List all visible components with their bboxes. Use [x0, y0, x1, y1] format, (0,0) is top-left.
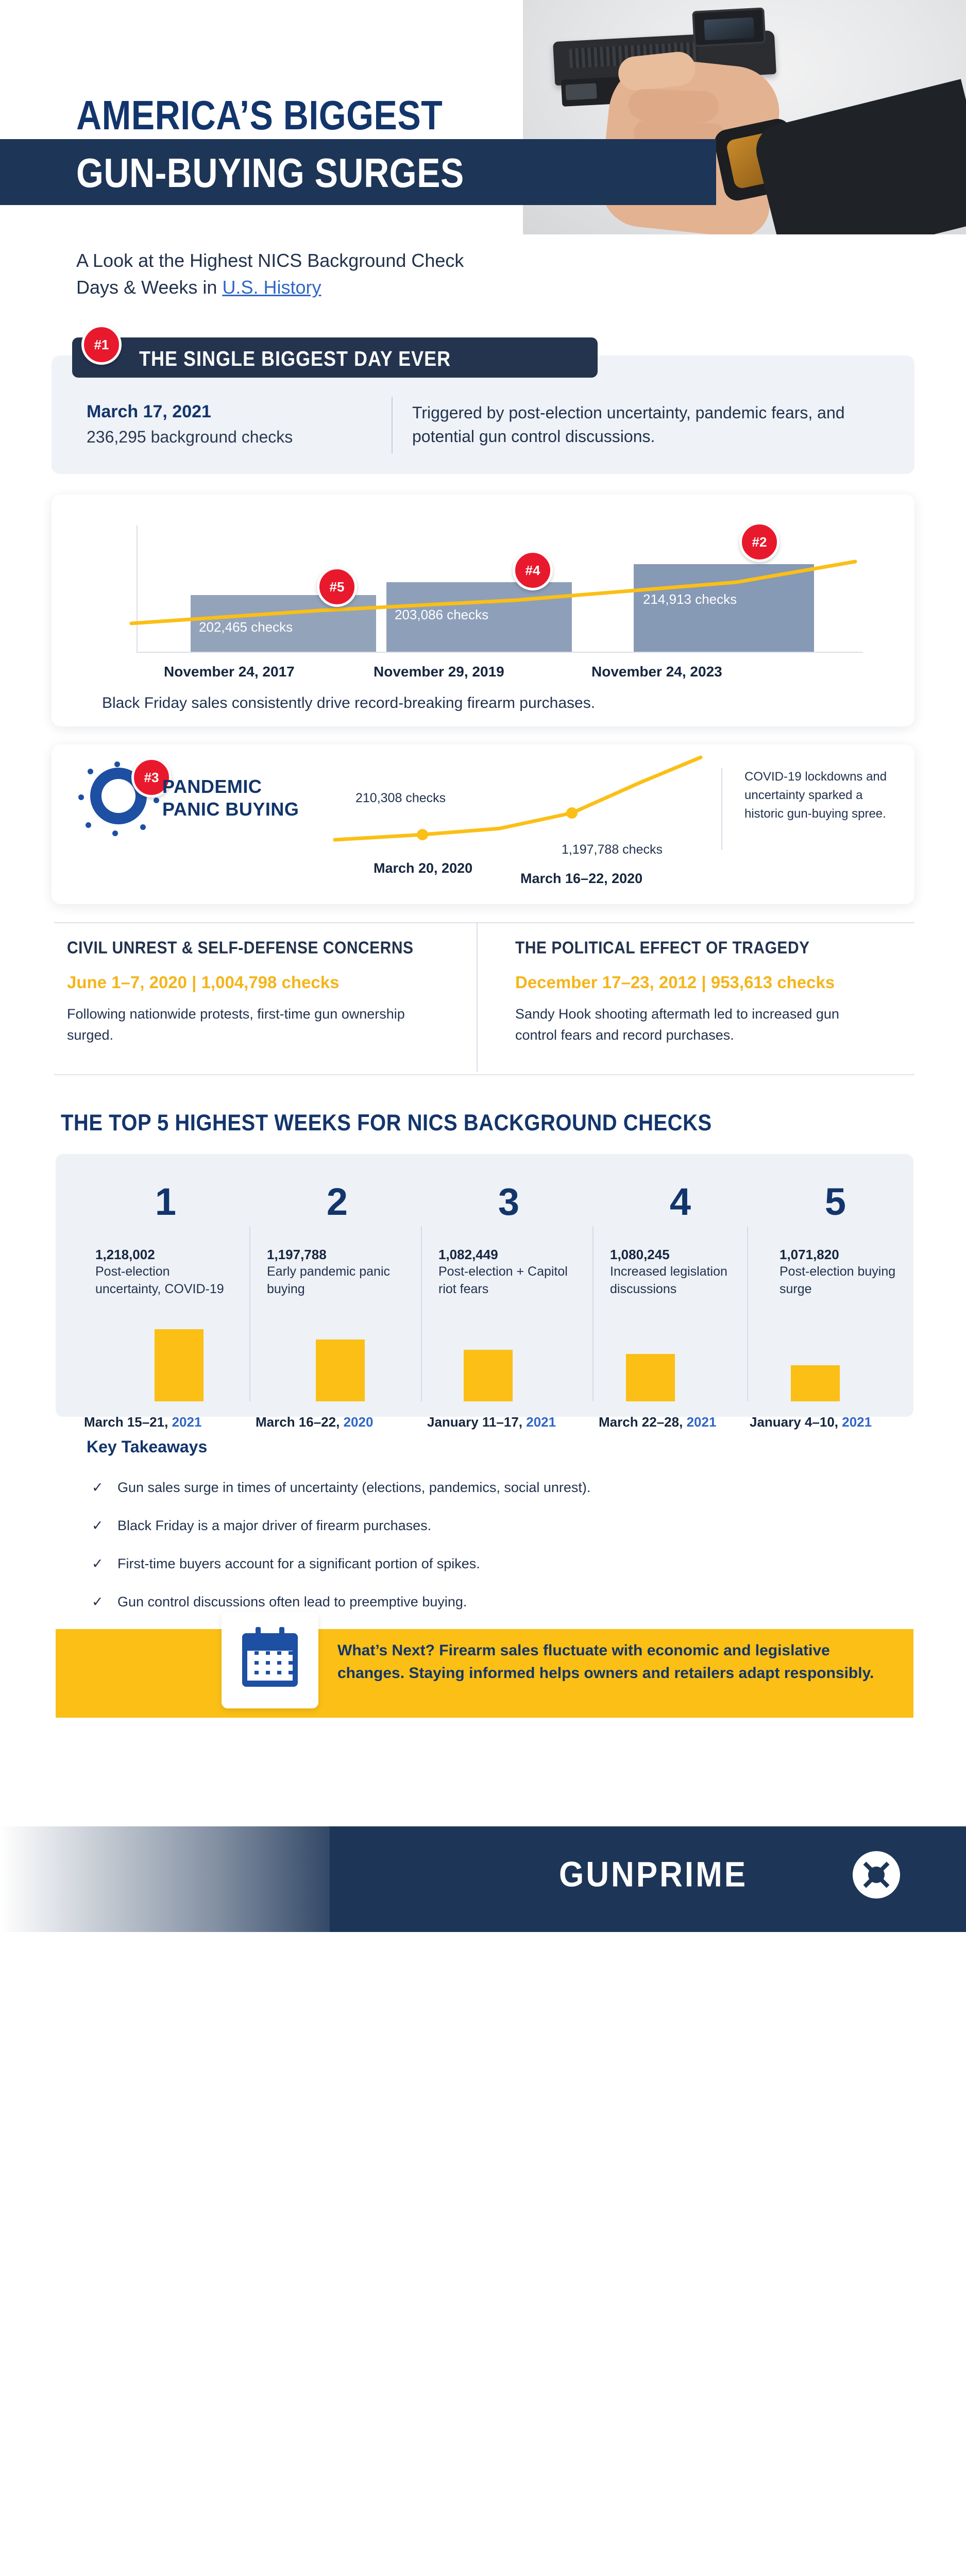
top5-number: 1,071,820: [779, 1247, 839, 1262]
page-title-line2: GUN-BUYING SURGES: [76, 150, 464, 196]
top5-date-year: 2020: [343, 1414, 374, 1430]
page-subtitle: [76, 247, 591, 301]
subtitle-line2: Days & Weeks in: [76, 277, 223, 298]
section-rule-bottom: [54, 1074, 914, 1075]
pandemic-description: COVID-19 lockdowns and uncertainty sparked a historic gun-buying spree.: [744, 770, 887, 821]
calendar-header-shape: [242, 1633, 298, 1647]
top5-date: [599, 1414, 716, 1430]
top5-bar: [316, 1340, 365, 1401]
top5-rank: 3: [498, 1180, 520, 1223]
top5-date-main: January 4–10,: [750, 1414, 842, 1430]
pandemic-point2-value: 1,197,788 checks: [562, 842, 663, 857]
top5-date-main: March 22–28,: [599, 1414, 687, 1430]
check-icon: ✓: [92, 1594, 104, 1609]
top5-rank: 5: [824, 1180, 846, 1223]
political-tragedy-heading: THE POLITICAL EFFECT OF TRAGEDY: [515, 939, 810, 958]
x-mark-center-dot: [868, 1867, 885, 1883]
black-friday-bar-value: 214,913 checks: [643, 591, 737, 607]
pandemic-point1-value: 210,308 checks: [355, 791, 446, 805]
top5-number: 1,197,788: [267, 1247, 327, 1262]
single-day-description: Triggered by post-election uncertainty, pandemic fears, and potential gun control discussions.: [412, 403, 845, 446]
black-friday-note: Black Friday sales consistently drive record-breaking firearm purchases.: [102, 694, 596, 711]
takeaway-item: Black Friday is a major driver of firearm purchases.: [117, 1518, 432, 1533]
civil-unrest-heading: CIVIL UNREST & SELF-DEFENSE CONCERNS: [67, 939, 414, 958]
black-friday-date: November 24, 2017: [164, 664, 295, 680]
check-icon: ✓: [92, 1480, 104, 1495]
subtitle-line1: A Look at the Highest NICS Background Check: [76, 250, 464, 271]
calendar-grid-shape: [247, 1651, 293, 1681]
pandemic-point2-date: March 16–22, 2020: [520, 871, 643, 886]
check-icon: ✓: [92, 1556, 104, 1571]
top5-number: 1,218,002: [95, 1247, 155, 1262]
key-takeaways-title: Key Takeaways: [87, 1437, 208, 1456]
single-day-checks: 236,295 background checks: [87, 428, 293, 446]
top5-description: Increased legislation discussions: [610, 1264, 727, 1296]
top5-description: Post-election uncertainty, COVID-19: [95, 1264, 224, 1296]
civil-unrest-body: Following nationwide protests, first-time gun ownership surged.: [67, 1006, 405, 1043]
top5-date-year: 2021: [526, 1414, 556, 1430]
top5-column-divider: [421, 1226, 422, 1401]
pandemic-point1-date: March 20, 2020: [374, 860, 473, 876]
virus-spike-dot: [114, 761, 120, 767]
calendar-ring-shape: [279, 1627, 284, 1638]
top5-bar: [626, 1354, 675, 1401]
top5-bar: [155, 1329, 204, 1401]
rank-badge-5: #5: [317, 567, 357, 607]
top5-date: [256, 1414, 373, 1430]
black-friday-date: November 24, 2023: [591, 664, 722, 680]
takeaway-item: First-time buyers account for a significant portion of spikes.: [117, 1556, 480, 1571]
top5-date-main: March 15–21,: [84, 1414, 172, 1430]
top5-date-year: 2021: [686, 1414, 717, 1430]
pandemic-title-line1: PANDEMIC: [162, 776, 262, 797]
top5-description: Post-election buying surge: [779, 1264, 896, 1296]
top5-date-year: 2021: [842, 1414, 872, 1430]
single-day-date: March 17, 2021: [87, 402, 211, 421]
black-friday-bar-value: 203,086 checks: [395, 607, 489, 622]
civil-unrest-highlight: June 1–7, 2020 | 1,004,798 checks: [67, 973, 340, 992]
top5-date-main: March 16–22,: [256, 1414, 344, 1430]
top5-date-main: January 11–17,: [427, 1414, 527, 1430]
top5-rank: 1: [155, 1180, 177, 1223]
rank-badge-2: #2: [739, 522, 779, 562]
black-friday-date: November 29, 2019: [374, 664, 504, 680]
virus-spike-dot: [88, 769, 93, 774]
page-title-line1: AMERICA’S BIGGEST: [76, 92, 443, 139]
top5-title: THE TOP 5 HIGHEST WEEKS FOR NICS BACKGROUND CHECKS: [61, 1110, 712, 1136]
sleeve-shape: [751, 79, 966, 234]
takeaway-item: Gun control discussions often lead to preemptive buying.: [117, 1594, 467, 1609]
virus-spike-dot: [86, 822, 91, 828]
political-tragedy-body: Sandy Hook shooting aftermath led to increased gun control fears and record purchases.: [515, 1006, 839, 1043]
finger-shape: [628, 89, 719, 123]
political-tragedy-highlight: December 17–23, 2012 | 953,613 checks: [515, 973, 835, 992]
top5-date: [84, 1414, 201, 1430]
top5-date: [427, 1414, 556, 1430]
single-day-ribbon-label: THE SINGLE BIGGEST DAY EVER: [139, 347, 451, 370]
red-dot-optic-shape: [692, 7, 766, 47]
top5-description: Early pandemic panic buying: [267, 1264, 391, 1296]
two-column-divider: [477, 922, 478, 1072]
pandemic-divider: [721, 768, 722, 850]
rank-badge-4: #4: [513, 550, 553, 590]
virus-spike-dot: [140, 824, 146, 830]
pandemic-title: [162, 775, 307, 821]
footer-band-fade: [0, 1826, 361, 1932]
rank-badge-3: #3: [131, 757, 172, 798]
calendar-ring-shape: [256, 1627, 261, 1638]
top5-description: Post-election + Capitol riot fears: [438, 1264, 568, 1296]
top5-number: 1,082,449: [438, 1247, 498, 1262]
calendar-icon: [242, 1633, 298, 1687]
hero-section: [0, 0, 966, 234]
pandemic-title-line2: PANIC BUYING: [162, 798, 299, 820]
check-icon: ✓: [92, 1518, 104, 1533]
top5-column-divider: [249, 1226, 250, 1401]
takeaway-item: Gun sales surge in times of uncertainty (elections, pandemics, social unrest).: [117, 1480, 591, 1495]
top5-bar: [464, 1350, 513, 1401]
virus-spike-dot: [154, 798, 159, 803]
top5-column-divider: [747, 1226, 748, 1401]
whats-next-text: What’s Next? Firearm sales fluctuate with economic and legislative changes. Staying informed helps owners and retailers adapt responsibly.: [337, 1642, 874, 1682]
top5-rank: 2: [326, 1180, 348, 1223]
top5-bar: [791, 1365, 840, 1401]
section-rule-top: [54, 922, 914, 923]
pandemic-trend-line: [330, 752, 721, 871]
black-friday-bar-value: 202,465 checks: [199, 619, 293, 635]
brand-wordmark: GUNPRIME: [559, 1855, 748, 1894]
virus-spike-dot: [78, 794, 84, 800]
rank-badge-1: #1: [81, 325, 122, 365]
top5-number: 1,080,245: [610, 1247, 670, 1262]
black-friday-trend-line: [52, 495, 914, 726]
virus-spike-dot: [112, 831, 118, 836]
top5-date-year: 2021: [172, 1414, 202, 1430]
subtitle-link[interactable]: U.S. History: [222, 277, 321, 298]
top5-date: [750, 1414, 872, 1430]
top5-rank: 4: [669, 1180, 691, 1223]
single-day-divider: [392, 397, 393, 453]
top5-column-divider: [592, 1226, 594, 1401]
